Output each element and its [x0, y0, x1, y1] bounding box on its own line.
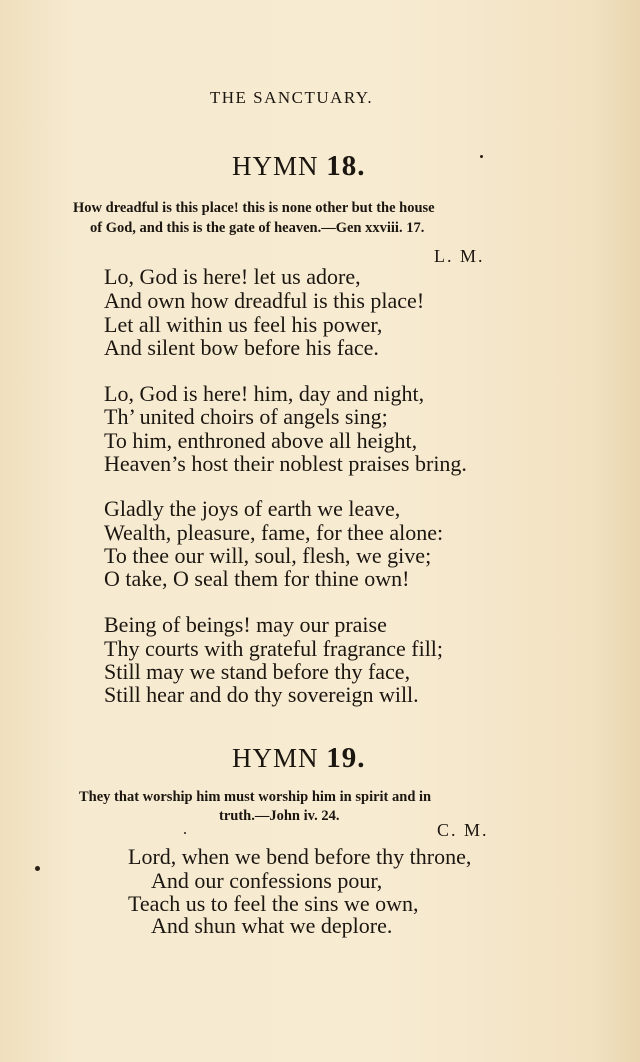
- verse-line: And our confessions pour,: [151, 868, 383, 893]
- verse-line: O take, O seal them for thine own!: [104, 566, 410, 591]
- verse-line: Still may we stand before thy face,: [104, 659, 411, 684]
- hymn-19-meter: C. M.: [437, 820, 489, 840]
- verse-line: Gladly the joys of earth we leave,: [104, 496, 401, 521]
- ink-speck: [184, 832, 186, 834]
- verse-line: Teach us to feel the sins we own,: [128, 891, 419, 916]
- hymn-18-label: HYMN: [232, 151, 319, 181]
- hymn-18-title: [232, 150, 366, 183]
- hymn-19-number: 19.: [326, 742, 366, 774]
- verse-line: And own how dreadful is this place!: [104, 288, 425, 313]
- verse-line: Lord, when we bend before thy throne,: [128, 844, 472, 869]
- verse-line: Lo, God is here! him, day and night,: [104, 381, 425, 406]
- verse-line: Thy courts with grateful fragrance fill;: [104, 636, 444, 661]
- verse-line: Th’ united choirs of angels sing;: [104, 404, 388, 429]
- hymn-19-epigraph-line-1: They that worship him must worship him in spirit and in: [79, 789, 432, 805]
- verse-line: Heaven’s host their noblest praises bring.: [104, 451, 467, 476]
- verse-line: To thee our will, soul, flesh, we give;: [104, 543, 432, 568]
- ink-speck: [35, 866, 40, 871]
- verse-line: And shun what we deplore.: [151, 913, 393, 938]
- verse-line: Still hear and do thy sovereign will.: [104, 682, 419, 707]
- verse-line: Wealth, pleasure, fame, for thee alone:: [104, 520, 444, 545]
- verse-line: Lo, God is here! let us adore,: [104, 264, 361, 289]
- hymn-18-number: 18.: [326, 150, 366, 182]
- verse-line: Being of beings! may our praise: [104, 612, 387, 637]
- verse-line: And silent bow before his face.: [104, 335, 379, 360]
- hymn-18-epigraph-line-2: of God, and this is the gate of heaven.—Gen xxviii. 17.: [90, 220, 425, 236]
- hymn-18-epigraph-line-1: How dreadful is this place! this is none other but the house: [73, 200, 435, 216]
- verse-line: Let all within us feel his power,: [104, 312, 383, 337]
- hymn-18-meter: L. M.: [434, 246, 485, 266]
- verse-line: To him, enthroned above all height,: [104, 428, 418, 453]
- hymn-19-label: HYMN: [232, 743, 319, 773]
- hymn-19-epigraph-line-2: truth.—John iv. 24.: [219, 808, 340, 824]
- ink-speck: [480, 155, 483, 158]
- running-head: THE SANCTUARY.: [209, 88, 374, 107]
- hymn-19-title: [232, 742, 366, 775]
